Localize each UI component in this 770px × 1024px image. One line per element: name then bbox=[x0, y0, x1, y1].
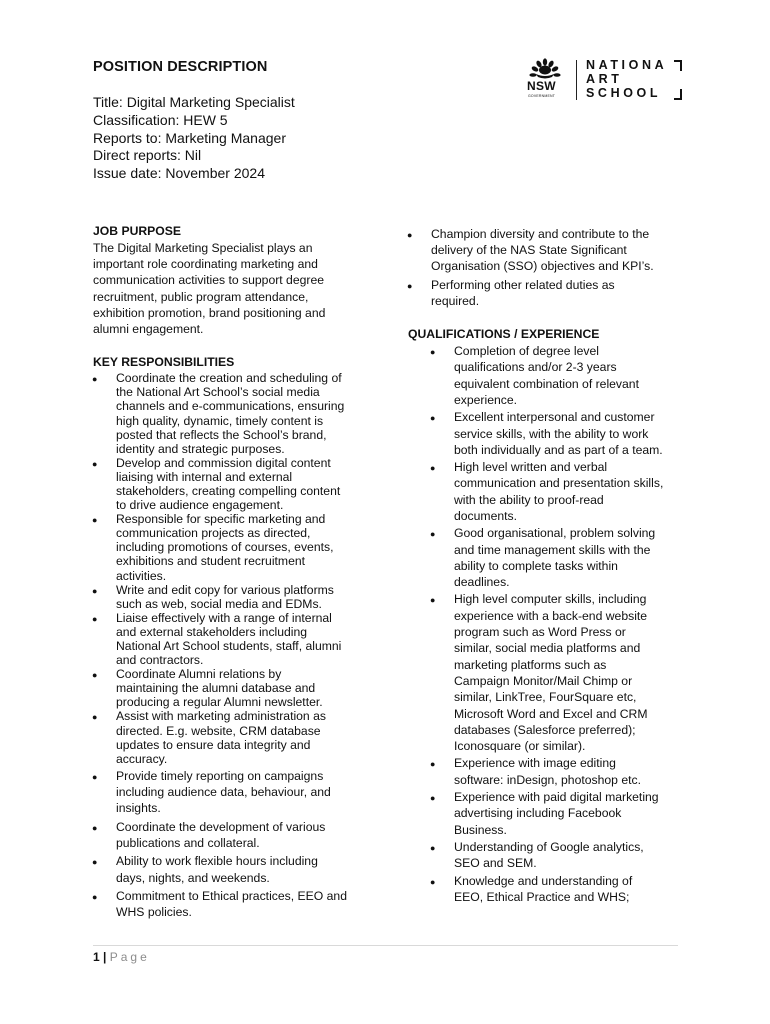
list-item-text-line: stakeholders, creating compelling content bbox=[116, 483, 341, 498]
list-item-text-line: High level written and verbal bbox=[454, 460, 608, 475]
list-item-text-line: software: inDesign, photoshop etc. bbox=[454, 772, 641, 787]
list-item-text-line: Coordinate the creation and scheduling of bbox=[116, 371, 342, 386]
list-item-text-line: high quality, dynamic, timely content is bbox=[116, 413, 324, 428]
list-item-text-line: Understanding of Google analytics, bbox=[454, 839, 644, 854]
bullet-icon: ● bbox=[430, 595, 436, 606]
list-item-text-line: exhibitions and student recruitment bbox=[116, 554, 306, 569]
bullet-icon: ● bbox=[92, 771, 98, 782]
bullet-icon: ● bbox=[92, 891, 98, 902]
list-item bbox=[408, 226, 680, 275]
bullet-icon: ● bbox=[430, 529, 436, 540]
footer-separator: | bbox=[103, 950, 107, 964]
nas-bracket-top bbox=[674, 60, 682, 71]
list-item-text-line: Champion diversity and contribute to the bbox=[431, 227, 650, 241]
list-item-text-line: posted that reflects the School’s brand, bbox=[116, 427, 327, 442]
list-item-text-line: Performing other related duties as bbox=[431, 277, 615, 292]
list-item bbox=[408, 873, 680, 906]
bullet-icon: ● bbox=[92, 585, 98, 596]
list-item-text-line: communication and presentation skills, bbox=[454, 476, 664, 491]
list-item-text-line: including promotions of courses, events, bbox=[116, 540, 334, 555]
position-meta bbox=[93, 94, 295, 183]
list-item bbox=[408, 343, 680, 408]
list-item-text-line: maintaining the alumni database and bbox=[116, 681, 316, 696]
list-item-text-line: documents. bbox=[454, 508, 518, 523]
list-item-text-line: Commitment to Ethical practices, EEO and bbox=[116, 888, 347, 903]
list-item-text-line: days, nights, and weekends. bbox=[116, 870, 270, 885]
logo-divider bbox=[576, 60, 577, 100]
list-item bbox=[408, 839, 680, 872]
left-column bbox=[93, 224, 365, 921]
list-item-text-line: Organisation (SSO) objectives and KPI’s. bbox=[431, 259, 654, 274]
nsw-government-label: GOVERNMENT bbox=[528, 94, 556, 98]
list-item bbox=[93, 819, 365, 852]
list-item bbox=[93, 709, 365, 765]
list-item-text-line: Excellent interpersonal and customer bbox=[454, 410, 655, 425]
list-item-text-line: Develop and commission digital content bbox=[116, 455, 331, 470]
job-purpose-text-line: recruitment, public program attendance, bbox=[93, 289, 309, 304]
job-purpose-text-line: important role coordinating marketing and bbox=[93, 257, 318, 272]
list-item-text-line: deadlines. bbox=[454, 575, 510, 590]
list-item-text-line: experience. bbox=[454, 392, 518, 407]
list-item-text-line: Knowledge and understanding of bbox=[454, 873, 633, 888]
list-item-text-line: communication projects as directed, bbox=[116, 526, 311, 541]
meta-classification: Classification: HEW 5 bbox=[93, 111, 228, 128]
list-item-text-line: Completion of degree level bbox=[454, 344, 599, 359]
bullet-icon: ● bbox=[430, 413, 436, 424]
page-number: 1 bbox=[93, 950, 100, 964]
list-item-text-line: and contractors. bbox=[116, 653, 204, 668]
list-item-text-line: delivery of the NAS State Significant bbox=[431, 243, 627, 258]
nas-line-2: ART bbox=[586, 72, 623, 86]
list-item-text-line: Good organisational, problem solving bbox=[454, 526, 656, 541]
list-item-text-line: Write and edit copy for various platforms bbox=[116, 582, 334, 597]
list-item-text-line: SEO and SEM. bbox=[454, 856, 537, 871]
list-item-text-line: Experience with paid digital marketing bbox=[454, 790, 659, 805]
list-item-text-line: experience with a back-end website bbox=[454, 608, 648, 623]
bullet-icon: ● bbox=[92, 822, 98, 833]
bullet-icon: ● bbox=[92, 857, 98, 868]
list-item bbox=[93, 888, 365, 921]
list-item-text-line: to drive audience engagement. bbox=[116, 498, 284, 513]
list-item bbox=[408, 277, 680, 309]
list-item-text-line: similar, social media platforms and bbox=[454, 641, 641, 656]
list-item-text-line: Microsoft Word and Excel and CRM bbox=[454, 706, 648, 721]
list-item-text-line: insights. bbox=[116, 801, 161, 816]
job-purpose-text bbox=[93, 240, 365, 337]
nsw-wordmark: NSW bbox=[527, 79, 556, 93]
national-art-school-wordmark bbox=[586, 58, 667, 100]
job-purpose-text-line: exhibition promotion, brand positioning and bbox=[93, 305, 326, 320]
list-item bbox=[408, 525, 680, 590]
list-item bbox=[93, 456, 365, 512]
list-item-text-line: Campaign Monitor/Mail Chimp or bbox=[454, 673, 633, 688]
page-footer bbox=[93, 950, 150, 964]
list-item bbox=[93, 853, 365, 886]
list-item-text-line: Assist with marketing administration as bbox=[116, 709, 326, 724]
list-item-text-line: identity and strategic purposes. bbox=[116, 441, 285, 456]
bullet-icon: ● bbox=[430, 759, 436, 770]
list-item bbox=[93, 371, 365, 456]
bullet-icon: ● bbox=[430, 876, 436, 887]
bullet-icon: ● bbox=[407, 230, 413, 240]
list-item-text-line: EEO, Ethical Practice and WHS; bbox=[454, 889, 630, 904]
list-item-text-line: Responsible for specific marketing and bbox=[116, 512, 326, 527]
page-label: Page bbox=[109, 950, 150, 964]
list-item-text-line: required. bbox=[431, 293, 480, 308]
bullet-icon: ● bbox=[430, 347, 436, 358]
list-item-text-line: the National Art School’s social media bbox=[116, 385, 320, 400]
job-purpose-text-line: communication activities to support degree bbox=[93, 273, 325, 288]
nas-bracket-bottom bbox=[674, 89, 682, 100]
list-item-text-line: publications and collateral. bbox=[116, 836, 260, 851]
footer-divider bbox=[93, 945, 678, 946]
list-item-text-line: directed. E.g. website, CRM database bbox=[116, 723, 321, 738]
list-item-text-line: channels and e-communications, ensuring bbox=[116, 399, 345, 414]
list-item-text-line: High level computer skills, including bbox=[454, 592, 647, 607]
list-item-text-line: Business. bbox=[454, 822, 507, 837]
list-item-text-line: WHS policies. bbox=[116, 905, 192, 920]
bullet-icon: ● bbox=[92, 374, 98, 385]
list-item bbox=[408, 789, 680, 838]
list-item-text-line: and external stakeholders including bbox=[116, 624, 308, 639]
job-purpose-text-line: The Digital Marketing Specialist plays an bbox=[93, 241, 313, 255]
bullet-icon: ● bbox=[430, 793, 436, 804]
bullet-icon: ● bbox=[92, 712, 98, 723]
bullet-icon: ● bbox=[430, 463, 436, 474]
list-item-text-line: service skills, with the ability to work bbox=[454, 426, 649, 441]
list-item bbox=[93, 611, 365, 667]
meta-title: Title: Digital Marketing Specialist bbox=[93, 94, 295, 110]
list-item-text-line: Coordinate the development of various bbox=[116, 819, 326, 834]
list-item-text-line: National Art School students, staff, alumni bbox=[116, 639, 342, 653]
list-item-text-line: Coordinate Alumni relations by bbox=[116, 667, 282, 682]
list-item-text-line: accuracy. bbox=[116, 751, 168, 766]
list-item bbox=[408, 409, 680, 458]
list-item-text-line: Experience with image editing bbox=[454, 756, 616, 771]
bullet-icon: ● bbox=[92, 670, 98, 681]
list-item bbox=[93, 512, 365, 582]
list-item-text-line: advertising including Facebook bbox=[454, 806, 622, 821]
right-column bbox=[408, 226, 680, 906]
list-item bbox=[408, 591, 680, 754]
list-item-text-line: and time management skills with the bbox=[454, 542, 651, 557]
list-item bbox=[93, 667, 365, 709]
nas-line-1: NATIONA bbox=[586, 58, 668, 72]
list-item-text-line: qualifications and/or 2-3 years bbox=[454, 360, 617, 375]
list-item-text-line: updates to ensure data integrity and bbox=[116, 737, 311, 752]
bullet-icon: ● bbox=[407, 280, 413, 291]
list-item-text-line: including audience data, behaviour, and bbox=[116, 785, 331, 800]
meta-reports-to: Reports to: Marketing Manager bbox=[93, 129, 286, 146]
job-purpose-heading: JOB PURPOSE bbox=[93, 224, 182, 238]
list-item bbox=[408, 459, 680, 524]
qualifications-list bbox=[408, 343, 680, 905]
list-item-text-line: program such as Word Press or bbox=[454, 625, 626, 640]
meta-issue-date: Issue date: November 2024 bbox=[93, 165, 265, 182]
list-item bbox=[408, 755, 680, 788]
qualifications-heading: QUALIFICATIONS / EXPERIENCE bbox=[408, 327, 600, 342]
list-item-text-line: both individually and as part of a team. bbox=[454, 442, 663, 457]
key-responsibilities-heading: KEY RESPONSIBILITIES bbox=[93, 355, 235, 370]
list-item-text-line: Liaise effectively with a range of internal bbox=[116, 610, 332, 625]
list-item-text-line: Ability to work flexible hours including bbox=[116, 854, 318, 869]
list-item-text-line: such as web, social media and EDMs. bbox=[116, 596, 322, 611]
list-item-text-line: equivalent combination of relevant bbox=[454, 376, 639, 391]
list-item-text-line: liaising with internal and external bbox=[116, 469, 293, 484]
list-item-text-line: Provide timely reporting on campaigns bbox=[116, 768, 324, 783]
bullet-icon: ● bbox=[92, 515, 98, 526]
nas-line-3: SCHOOL bbox=[586, 86, 662, 100]
job-purpose-text-line: alumni engagement. bbox=[93, 322, 204, 337]
list-item-text-line: activities. bbox=[116, 568, 167, 583]
additional-responsibilities-list bbox=[408, 226, 680, 309]
list-item bbox=[93, 583, 365, 611]
list-item-text-line: marketing platforms such as bbox=[454, 657, 607, 672]
bullet-icon: ● bbox=[92, 613, 98, 624]
list-item-text-line: Iconosquare (or similar). bbox=[454, 739, 586, 754]
list-item-text-line: similar, LinkTree, FourSquare etc, bbox=[454, 690, 637, 705]
list-item bbox=[93, 768, 365, 817]
list-item-text-line: producing a regular Alumni newsletter. bbox=[116, 695, 323, 710]
bullet-icon: ● bbox=[430, 842, 436, 853]
bullet-icon: ● bbox=[92, 458, 98, 469]
organisation-logo bbox=[524, 58, 684, 104]
list-item-text-line: with the ability to proof-read bbox=[454, 492, 604, 507]
document-title: POSITION DESCRIPTION bbox=[93, 59, 268, 75]
list-item-text-line: databases (Salesforce preferred); bbox=[454, 722, 636, 737]
key-responsibilities-list bbox=[93, 371, 365, 920]
list-item-text-line: ability to complete tasks within bbox=[454, 558, 618, 573]
meta-direct-reports: Direct reports: Nil bbox=[93, 147, 202, 164]
